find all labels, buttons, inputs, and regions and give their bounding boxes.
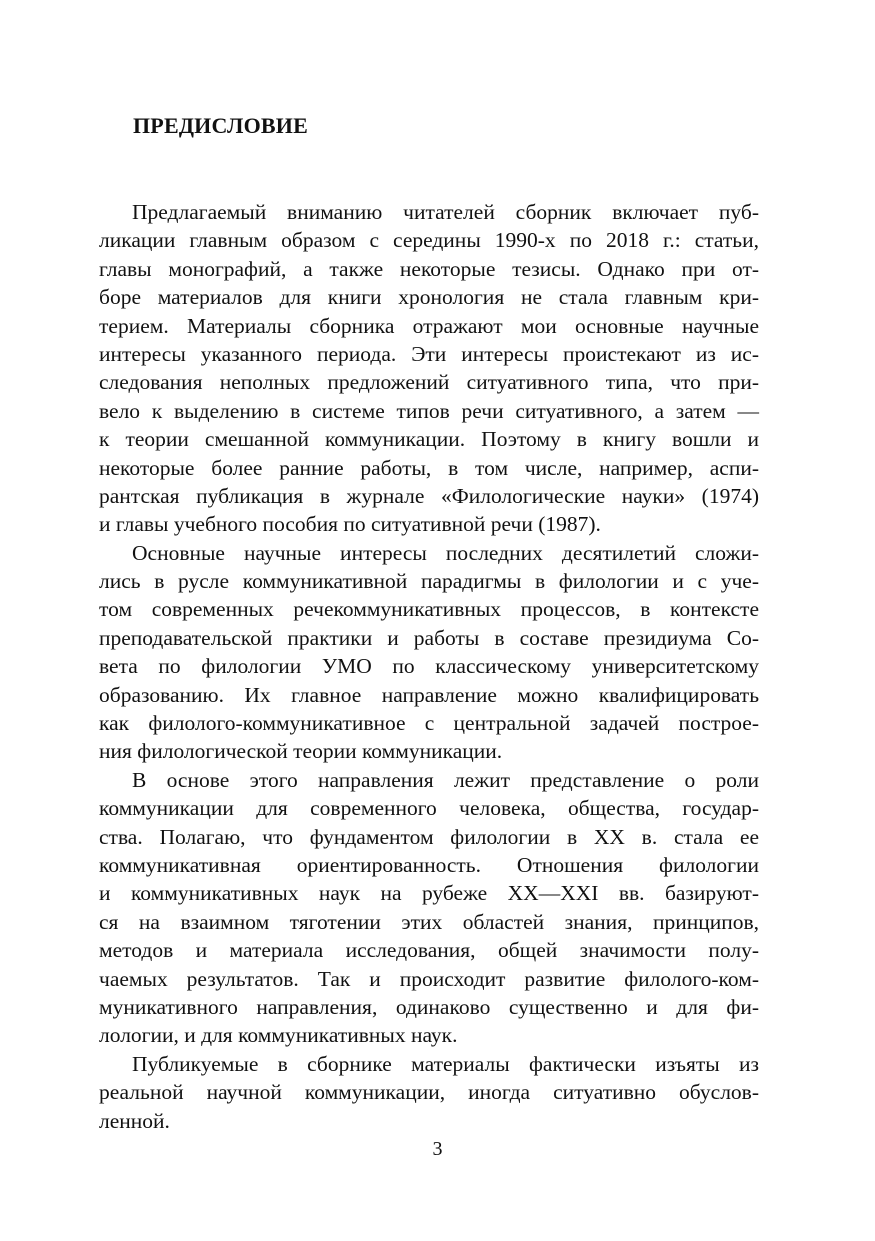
text-line: некоторые более ранние работы, в том числе, например, аспи- [99,455,759,480]
text-line: преподавательской практики и работы в составе президиума Со- [99,625,759,650]
text-line: ния филологической теории коммуникации. [99,739,503,764]
text-line: коммуникации для современного человека, общества, государ- [99,796,759,821]
text-line: терием. Материалы сборника отражают мои основные научные [99,313,759,338]
page-number: 3 [432,1138,443,1160]
text-line: главы монографий, а также некоторые тезисы. Однако при от- [99,256,759,281]
text-line: как филолого-коммуникативное с центральной задачей построе- [99,711,759,736]
text-line: ства. Полагаю, что фундаментом филологии в XX в. стала ее [99,824,759,849]
text-line: ленной. [99,1108,170,1133]
text-line: образованию. Их главное направление можно квалифицировать [99,682,759,707]
paragraph [99,539,759,766]
text-line: ликации главным образом с середины 1990-х по 2018 г.: статьи, [99,228,759,253]
text-line: В основе этого направления лежит представление о роли [132,767,759,792]
text-line: вета по филологии УМО по классическому университетскому [99,654,759,679]
text-line: методов и материала исследования, общей значимости полу- [99,938,759,963]
text-line: Публикуемые в сборнике материалы фактически изъяты из [132,1051,759,1076]
paragraph [99,1050,759,1135]
text-line: и коммуникативных наук на рубеже XX—XXI вв. базируют- [99,881,759,906]
text-line: вело к выделению в системе типов речи ситуативного, а затем — [99,398,759,423]
text-line: лись в русле коммуникативной парадигмы в филологии и с уче- [99,569,759,594]
text-line: лологии, и для коммуникативных наук. [99,1023,458,1048]
preface-body [99,198,759,1135]
text-line: ся на взаимном тяготении этих областей знания, принципов, [99,909,759,934]
text-line: чаемых результатов. Так и происходит развитие филолого-ком- [99,966,759,991]
text-line: Предлагаемый вниманию читателей сборник включает пуб- [132,200,759,224]
text-line: муникативного направления, одинаково существенно и для фи- [99,994,759,1019]
chapter-title: ПРЕДИСЛОВИЕ [133,113,308,138]
text-line: к теории смешанной коммуникации. Поэтому в книгу вошли и [99,427,759,452]
text-line: боре материалов для книги хронология не стала главным кри- [99,285,759,310]
text-line: том современных речекоммуникативных процессов, в контексте [99,597,759,622]
text-line: коммуникативная ориентированность. Отношения филологии [99,852,759,877]
text-line: Основные научные интересы последних десятилетий сложи- [132,540,759,565]
text-line: интересы указанного периода. Эти интересы проистекают из ис- [99,341,759,366]
text-line: реальной научной коммуникации, иногда ситуативно обуслов- [99,1080,759,1105]
text-line: рантская публикация в журнале «Филологические науки» (1974) [99,483,759,508]
paragraph [99,766,759,1050]
text-line: и главы учебного пособия по ситуативной речи (1987). [99,512,601,537]
paragraph [99,198,759,539]
text-line: следования неполных предложений ситуативного типа, что при- [99,370,759,395]
